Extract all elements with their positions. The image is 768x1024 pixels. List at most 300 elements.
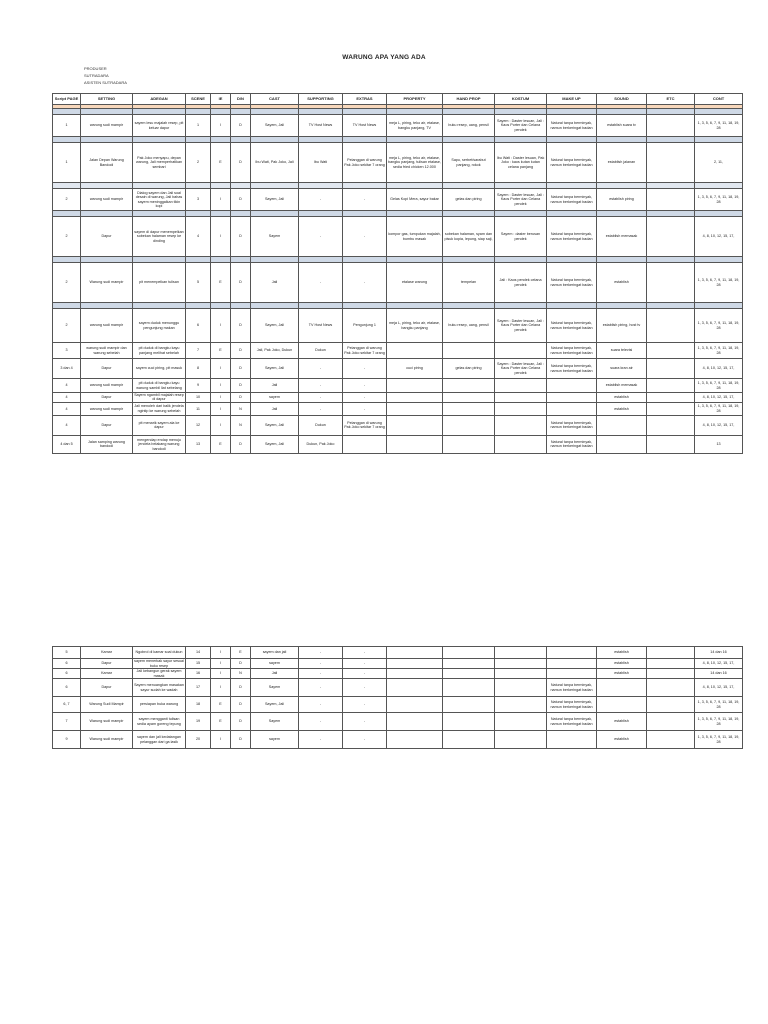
cell-make-up: Natural tanpa berminyak, namun berkeringat badan	[547, 189, 597, 211]
cell-etc	[647, 143, 695, 183]
cell-kostum	[495, 393, 547, 403]
cell-setting: Dapur	[81, 415, 133, 435]
cell-etc	[647, 659, 695, 669]
cell-sound: establish memasak	[597, 217, 647, 257]
cell-ie: I	[211, 393, 231, 403]
cell-scene: 14	[186, 647, 211, 659]
cell-ie: E	[211, 697, 231, 713]
cell-hand-prop: buku resep, uang, pensil	[443, 115, 495, 137]
cell-script-page: 2	[53, 217, 81, 257]
cell-cont: 2, 11,	[695, 143, 743, 183]
cell-property: kompor gas, tumpukan majalah, bumbu masak	[387, 217, 443, 257]
cell-cast: sayem	[251, 731, 299, 749]
cell-d-n: D	[231, 379, 251, 393]
cell-make-up: Natural tanpa berminyak, namun berkeringat badan	[547, 115, 597, 137]
scene-row	[53, 309, 743, 343]
cell-adegan: Dialog sayem dan Jali soal desain di warung, Jali bahas sayem meninggalkan tikin kopi	[133, 189, 186, 211]
cell-setting: Warung Sudi Mampir	[81, 697, 133, 713]
cell-sound: establish	[597, 263, 647, 303]
col-header: SOUND	[597, 94, 647, 105]
cell-supporting: -	[299, 402, 343, 415]
cell-setting: Warung sudi mampir	[81, 263, 133, 303]
cell-property	[387, 415, 443, 435]
cell-supporting: Dukun, Pak Joko	[299, 435, 343, 453]
scene-row	[53, 679, 743, 697]
cell-cast: Sayem, Jali	[251, 697, 299, 713]
cell-hand-prop: sobekan halaman, syam dan pisuk kopia, lepung, siap saji,	[443, 217, 495, 257]
cell-make-up: Natural tanpa berminyak, namun berkeringat badan	[547, 217, 597, 257]
cell-supporting: -	[299, 713, 343, 731]
cell-etc	[647, 343, 695, 359]
scene-row	[53, 647, 743, 659]
cell-hand-prop: gelas dan piring	[443, 359, 495, 379]
cell-extras: Pelanggan di warung Pak Joko sekitar 7 orang	[343, 415, 387, 435]
cell-d-n: D	[231, 713, 251, 731]
cell-make-up: Natural tanpa berminyak, namun berkeringat badan	[547, 309, 597, 343]
cell-kostum: Sayem : daster berusan pendek	[495, 217, 547, 257]
cell-cont: 1, 3, 5, 6, 7, 9, 11, 18, 19, 28	[695, 402, 743, 415]
cell-ie: I	[211, 402, 231, 415]
scene-row	[53, 435, 743, 453]
cell-cast: sayem dan jali	[251, 647, 299, 659]
cell-script-page: 4	[53, 415, 81, 435]
cell-property	[387, 379, 443, 393]
cell-setting: Jalan samping warung bandodi	[81, 435, 133, 453]
col-header: SCENE	[186, 94, 211, 105]
cell-supporting: -	[299, 359, 343, 379]
cell-scene: 12	[186, 415, 211, 435]
cell-scene: 18	[186, 697, 211, 713]
cell-etc	[647, 435, 695, 453]
cell-sound: suara televisi	[597, 343, 647, 359]
cell-script-page: 1	[53, 143, 81, 183]
cell-cont: 1, 3, 5, 6, 7, 9, 11, 18, 19, 28	[695, 379, 743, 393]
cell-script-page: 6, 7	[53, 697, 81, 713]
cell-etc	[647, 217, 695, 257]
scene-row	[53, 263, 743, 303]
cell-cast: Sayem, Jali	[251, 415, 299, 435]
cell-script-page: 2	[53, 189, 81, 211]
breakdown-table-page-2	[52, 646, 743, 749]
scene-row	[53, 189, 743, 211]
cell-ie: I	[211, 217, 231, 257]
cell-scene: 19	[186, 713, 211, 731]
cell-etc	[647, 697, 695, 713]
cell-cast: sayem	[251, 393, 299, 403]
cell-scene: 20	[186, 731, 211, 749]
cell-make-up	[547, 647, 597, 659]
cell-d-n: D	[231, 659, 251, 669]
cell-sound: establish piring	[597, 189, 647, 211]
cell-d-n: D	[231, 263, 251, 303]
cell-cast: Jali	[251, 402, 299, 415]
cell-adegan: sayem dan jali kedatangan pelanggan dari ga lasik	[133, 731, 186, 749]
cell-setting: warung sudi mampir dan warung sebelah	[81, 343, 133, 359]
cell-etc	[647, 393, 695, 403]
cell-cast: Sayem	[251, 679, 299, 697]
cell-cont: 4, 8, 10, 12, 15, 17,	[695, 415, 743, 435]
cell-hand-prop: gelas dan piring	[443, 189, 495, 211]
cell-adegan: pit menempelkan tulisan	[133, 263, 186, 303]
cell-hand-prop	[443, 435, 495, 453]
cell-extras: -	[343, 379, 387, 393]
cell-etc	[647, 679, 695, 697]
cell-cast: Jali, Pak Joko, Dukun	[251, 343, 299, 359]
cell-ie: I	[211, 379, 231, 393]
cell-hand-prop	[443, 659, 495, 669]
cell-adegan: Sayem ngambil majalah resep di dapur	[134, 393, 184, 402]
col-header: D/N	[231, 94, 251, 105]
cell-sound: establish	[597, 393, 647, 403]
cell-supporting: -	[299, 189, 343, 211]
cell-scene: 13	[186, 435, 211, 453]
col-header: ADEGAN	[133, 94, 186, 105]
cell-kostum	[495, 713, 547, 731]
cell-make-up	[547, 669, 597, 679]
cell-setting: warung sudi mampir	[81, 379, 133, 393]
cell-extras: -	[343, 647, 387, 659]
cell-hand-prop: tempelan	[443, 263, 495, 303]
col-header: PROPERTY	[387, 94, 443, 105]
cell-make-up	[547, 659, 597, 669]
cell-hand-prop	[443, 713, 495, 731]
cell-extras: -	[343, 679, 387, 697]
cell-cast: Sayem, Jali	[251, 359, 299, 379]
cell-cast: Jali	[251, 379, 299, 393]
cell-kostum: Ibu Wati : Daster lesuan, Pak Joko : kaos kutan kutan celana panjang	[495, 143, 547, 183]
cell-sound	[597, 415, 647, 435]
cell-setting: warung sudi mampir	[81, 115, 133, 137]
cell-extras: Pelanggan di warung Pak Joko sekitar 7 orang	[343, 143, 387, 183]
cell-etc	[647, 669, 695, 679]
cell-etc	[647, 263, 695, 303]
cell-property: meja L, piring, teko air, etalase, bangku panjang, tulisan etalase, sedia fried chicken 12.000	[387, 143, 443, 183]
cell-supporting: -	[299, 697, 343, 713]
cell-extras: -	[343, 697, 387, 713]
col-header: HAND PROP	[443, 94, 495, 105]
cell-cast: sayem	[251, 659, 299, 669]
cell-hand-prop	[443, 669, 495, 679]
cell-property	[387, 731, 443, 749]
cell-hand-prop	[443, 393, 495, 403]
cell-cont: 4, 8, 10, 12, 15, 17,	[695, 659, 743, 669]
cell-adegan: Jali menoleh dari balik jendela ngintip ke warung sebelah	[133, 402, 186, 415]
cell-sound: establish	[597, 669, 647, 679]
cell-make-up: Natural tanpa berminyak, namun berkeringat badan	[547, 263, 597, 303]
cell-d-n: D	[231, 217, 251, 257]
cell-supporting: -	[299, 379, 343, 393]
cell-kostum	[495, 402, 547, 415]
cell-script-page: 6	[53, 669, 81, 679]
cell-d-n: D	[231, 115, 251, 137]
cell-make-up: Natural tanpa berminyak, namun berkeringat badan	[547, 713, 597, 731]
cell-cont: 13	[695, 435, 743, 453]
scene-row	[53, 359, 743, 379]
cell-script-page: 5	[53, 647, 81, 659]
cell-sound: establish jalanan	[597, 143, 647, 183]
scene-row	[53, 713, 743, 731]
cell-d-n: D	[231, 189, 251, 211]
cell-etc	[647, 189, 695, 211]
cell-cont: 1, 3, 5, 6, 7, 9, 11, 18, 19, 28	[695, 697, 743, 713]
cell-kostum: Sayem : Daster lesuan, Jali : Kaos Porter dan Celana pendek	[495, 309, 547, 343]
cell-d-n: D	[231, 359, 251, 379]
cell-adegan: persiapan buka warung	[133, 697, 186, 713]
cell-scene: 4	[186, 217, 211, 257]
cell-sound	[597, 435, 647, 453]
cell-supporting: -	[299, 679, 343, 697]
cell-setting: warung sudi mampir	[81, 309, 133, 343]
cell-ie: E	[211, 263, 231, 303]
cell-script-page: 2	[53, 263, 81, 303]
cell-script-page: 3 dan 4	[53, 359, 81, 379]
cell-scene: 11	[186, 402, 211, 415]
cell-adegan: pit menarik sayem ala ke dapur	[133, 415, 186, 435]
cell-ie: I	[211, 647, 231, 659]
cell-hand-prop: Sapu, serbet/sarabut panjang, rokok	[443, 143, 495, 183]
cell-cont: 4, 8, 10, 12, 15, 17,	[695, 217, 743, 257]
cell-ie: I	[211, 669, 231, 679]
cell-kostum: Sayem : Daster lesuan, Jali : Kaos Porter dan Celana pendek	[495, 115, 547, 137]
cell-scene: 10	[186, 393, 211, 403]
cell-scene: 16	[186, 669, 211, 679]
cell-supporting: -	[299, 669, 343, 679]
cell-adegan: Pak Joko menyapu, depan warung, Jali memperhatikan sembari	[133, 143, 186, 183]
scene-row	[53, 393, 743, 403]
cell-d-n: D	[231, 393, 251, 403]
cell-supporting: -	[299, 263, 343, 303]
cell-sound: establish	[597, 647, 647, 659]
cell-setting: Dapur	[81, 679, 133, 697]
cell-ie: E	[211, 713, 231, 731]
cell-cont: 1, 3, 5, 6, 7, 9, 11, 18, 19, 28	[695, 189, 743, 211]
cell-setting: warung sudi mampir	[81, 402, 133, 415]
cell-d-n: D	[231, 309, 251, 343]
col-header: CONT	[695, 94, 743, 105]
cell-etc	[647, 379, 695, 393]
cell-kostum	[495, 669, 547, 679]
cell-cast: Ibu Wati, Pak Joko, Jali	[251, 143, 299, 183]
cell-hand-prop	[443, 402, 495, 415]
cell-cont: 4, 8, 10, 12, 15, 17,	[695, 679, 743, 697]
cell-d-n: D	[231, 697, 251, 713]
cell-script-page: 7	[53, 713, 81, 731]
cell-ie: I	[211, 359, 231, 379]
cell-sound: establish	[597, 402, 647, 415]
cell-supporting: TV Host News	[299, 115, 343, 137]
col-header: ETC	[647, 94, 695, 105]
scene-row	[53, 669, 743, 679]
cell-make-up: Natural tanpa berminyak, namun berkeringat badan	[547, 435, 597, 453]
cell-extras: -	[343, 669, 387, 679]
cell-d-n: D	[231, 731, 251, 749]
cell-sound: establish	[597, 713, 647, 731]
cell-property	[387, 435, 443, 453]
cell-script-page: 6	[53, 679, 81, 697]
cell-supporting: Ibu Wati	[299, 143, 343, 183]
cell-hand-prop	[443, 731, 495, 749]
cell-cont: 1, 3, 5, 6, 7, 9, 11, 18, 19, 28	[695, 263, 743, 303]
cell-sound: establish suara tv	[597, 115, 647, 137]
cell-scene: 17	[186, 679, 211, 697]
cell-scene: 5	[186, 263, 211, 303]
credit-line: PRODUSER	[84, 66, 107, 71]
col-header: CAST	[251, 94, 299, 105]
cell-d-n: D	[231, 143, 251, 183]
cell-ie: I	[211, 659, 231, 669]
cell-property	[387, 669, 443, 679]
cell-kostum	[495, 435, 547, 453]
col-header: MAKE UP	[547, 94, 597, 105]
cell-cont: 1, 3, 5, 6, 7, 9, 11, 18, 19, 28	[695, 731, 743, 749]
cell-property: meja L, piring, teko air, etalase, bangku panjang, TV	[387, 115, 443, 137]
cell-kostum	[495, 647, 547, 659]
cell-make-up: Natural tanpa berminyak, namun berkeringat badan	[547, 143, 597, 183]
scene-row	[53, 415, 743, 435]
cell-cast: Sayem, Jali	[251, 435, 299, 453]
cell-setting: Warung sudi mampir	[81, 731, 133, 749]
cell-extras: -	[343, 713, 387, 731]
cell-script-page: 2	[53, 309, 81, 343]
cell-cast: Sayem, Jali	[251, 309, 299, 343]
col-header: EXTRAS	[343, 94, 387, 105]
cell-cont: 14 dan 16	[695, 647, 743, 659]
cell-scene: 9	[186, 379, 211, 393]
cell-make-up: Natural tanpa berminyak, namun berkeringat badan	[547, 415, 597, 435]
cell-property	[387, 659, 443, 669]
cell-cont: 4, 8, 10, 12, 15, 17,	[695, 393, 743, 403]
cell-supporting: -	[299, 393, 343, 403]
cell-kostum: Jali : Kaos pendek celana pendek	[495, 263, 547, 303]
cell-script-page: 4	[53, 393, 81, 403]
cell-supporting: -	[299, 647, 343, 659]
cell-scene: 3	[186, 189, 211, 211]
cell-adegan: Ngobrol di kamar soal dukun	[133, 647, 186, 659]
cell-adegan: sayem mengganti tulisan sedia ayam goreng tepung	[133, 713, 186, 731]
cell-cont: 1, 3, 5, 6, 7, 9, 11, 18, 19, 28	[695, 309, 743, 343]
cell-d-n: N	[231, 415, 251, 435]
scene-row	[53, 697, 743, 713]
cell-make-up	[547, 393, 597, 403]
scene-row	[53, 731, 743, 749]
cell-extras: Pelanggan di warung Pak Joko sekitar 7 orang	[343, 343, 387, 359]
cell-kostum	[495, 379, 547, 393]
cell-adegan: pit duduk di bangku kayu warung sambil liat sebelang	[133, 379, 186, 393]
cell-cont: 14 dan 16	[695, 669, 743, 679]
cell-property: Gelas Kopi Mera, sayur bakar	[387, 189, 443, 211]
cell-adegan: Sayem menuangkan masakan sayur sudah ke wadah	[133, 679, 186, 697]
header-row	[53, 94, 743, 105]
cell-extras: -	[343, 359, 387, 379]
cell-adegan: sayem menerkak sayur sesuai buku resep	[134, 659, 184, 668]
cell-etc	[647, 731, 695, 749]
cell-setting: Dapur	[81, 359, 133, 379]
cell-cast: Jali	[251, 263, 299, 303]
col-header: SUPPORTING	[299, 94, 343, 105]
cell-property: meja L, piring, teko air, etalase, bangku panjang	[387, 309, 443, 343]
cell-scene: 1	[186, 115, 211, 137]
cell-kostum	[495, 343, 547, 359]
cell-supporting: Dukun	[299, 415, 343, 435]
cell-scene: 7	[186, 343, 211, 359]
cell-sound: establish	[597, 731, 647, 749]
cell-extras: -	[343, 402, 387, 415]
cell-d-n: D	[231, 435, 251, 453]
cell-kostum	[495, 731, 547, 749]
cell-d-n: E	[231, 647, 251, 659]
cell-script-page: 4 dan 5	[53, 435, 81, 453]
cell-sound: establish	[597, 659, 647, 669]
cell-d-n: N	[231, 669, 251, 679]
cell-ie: I	[211, 415, 231, 435]
cell-extras: Pengunjung 1	[343, 309, 387, 343]
cell-setting: Jalan Depan Warung Bandodi	[81, 143, 133, 183]
cell-hand-prop: buku resep, uang, pensil	[443, 309, 495, 343]
cell-property	[387, 402, 443, 415]
cell-setting: Dapur	[81, 659, 133, 669]
cell-make-up	[547, 731, 597, 749]
cell-property: etalase warung	[387, 263, 443, 303]
scene-row	[53, 115, 743, 137]
cell-hand-prop	[443, 343, 495, 359]
cell-property	[387, 343, 443, 359]
cell-extras: -	[343, 659, 387, 669]
cell-ie: E	[211, 343, 231, 359]
scene-row	[53, 659, 743, 669]
cell-script-page: 4	[53, 402, 81, 415]
cell-property	[387, 647, 443, 659]
cell-ie: I	[211, 189, 231, 211]
cell-etc	[647, 309, 695, 343]
cell-d-n: N	[231, 402, 251, 415]
cell-sound: suara kran air	[597, 359, 647, 379]
cell-setting: Kamar	[81, 647, 133, 659]
cell-hand-prop	[443, 697, 495, 713]
scene-row	[53, 217, 743, 257]
cell-adegan: sayem lesu majalah resep, pit keluar dapur	[133, 115, 186, 137]
cell-extras: TV Host News	[343, 115, 387, 137]
col-header: SETTING	[81, 94, 133, 105]
cell-script-page: 9	[53, 731, 81, 749]
cell-ie: I	[211, 679, 231, 697]
cell-script-page: 1	[53, 115, 81, 137]
cell-setting: Kamar	[81, 669, 133, 679]
scene-row	[53, 402, 743, 415]
cell-cast: Sayem	[251, 713, 299, 731]
cell-adegan: pit duduk di bangku kayu panjang melihat sebelah	[133, 343, 186, 359]
cell-sound: establish memasak	[597, 379, 647, 393]
cell-scene: 8	[186, 359, 211, 379]
cell-make-up: Natural tanpa berminyak, namun berkeringat badan	[547, 679, 597, 697]
cell-ie: E	[211, 435, 231, 453]
cell-scene: 2	[186, 143, 211, 183]
cell-cast: Jali	[251, 669, 299, 679]
cell-extras: -	[343, 731, 387, 749]
cell-hand-prop	[443, 647, 495, 659]
document-title: WARUNG APA YANG ADA	[342, 54, 426, 61]
cell-extras: -	[343, 393, 387, 403]
scene-row	[53, 143, 743, 183]
cell-etc	[647, 647, 695, 659]
cell-kostum	[495, 697, 547, 713]
cell-script-page: 6	[53, 659, 81, 669]
cell-adegan: sayem di dapur menempelkan sobekan halaman resep ke dinding	[133, 217, 186, 257]
cell-kostum	[495, 415, 547, 435]
cell-etc	[647, 415, 695, 435]
cell-setting: Dapur	[81, 217, 133, 257]
cell-ie: I	[211, 731, 231, 749]
cell-cast: Sayem, Jali	[251, 115, 299, 137]
